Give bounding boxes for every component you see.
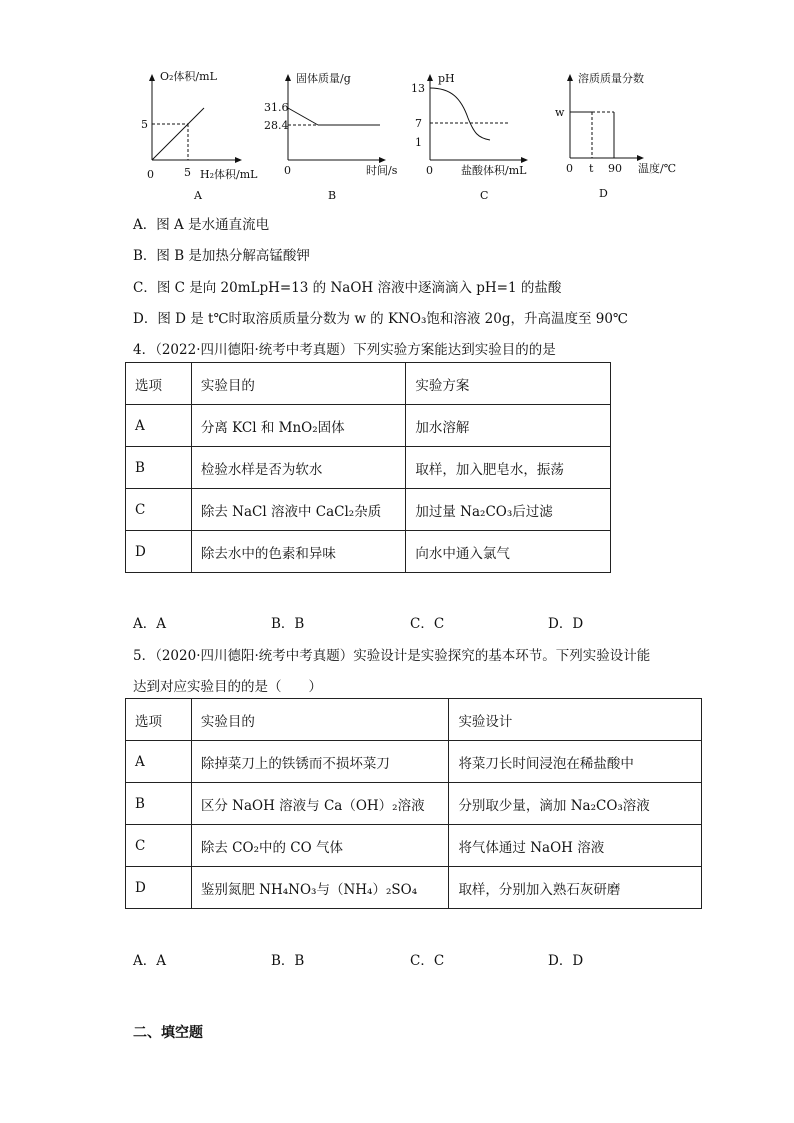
table-row [126,405,611,447]
table-header-cell: 实验目的 [191,699,449,741]
table-cell: 向水中通入氯气 [406,531,611,573]
table-cell: C [126,825,192,867]
graph-b-ylabel: 固体质量/g [296,72,351,85]
q3-option-c: C．图 C 是向 20mLpH=13 的 NaOH 溶液中逐滴滴入 pH=1 的盐酸 [133,280,562,296]
graph-c-ytick-7: 7 [415,117,422,130]
table-cell: 鉴别氮肥 NH₄NO₃与（NH₄）₂SO₄ [191,867,449,909]
graph-d-ylabel: 溶质质量分数 [578,72,644,85]
graph-c-xlabel: 盐酸体积/mL [461,164,527,177]
table-row [126,741,702,783]
graph-a-caption: A [194,189,202,202]
q3-option-b: B．图 B 是加热分解高锰酸钾 [133,248,310,264]
graph-a [130,68,270,203]
table-cell: D [126,531,192,573]
table-cell: B [126,783,192,825]
q4-choice-b[interactable]: B．B [271,616,305,632]
q4-choice-c[interactable]: C．C [410,616,445,632]
graph-b-origin: 0 [284,164,291,177]
table-cell: B [126,447,192,489]
graph-d-xlabel: 温度/℃ [638,162,677,175]
table-cell: A [126,405,192,447]
table-cell: 除去 NaCl 溶液中 CaCl₂杂质 [191,489,406,531]
q4-stem: 4．（2022·四川德阳·统考中考真题）下列实验方案能达到实验目的的是 [133,342,556,358]
graph-d-origin: 0 [566,162,573,175]
q4-choice-d[interactable]: D．D [548,616,584,632]
table-header-row [126,699,702,741]
q5-table [125,698,702,909]
graph-a-xlabel: H₂体积/mL [200,168,258,181]
graph-a-ytick: 5 [141,118,148,131]
section-title: 二、填空题 [133,1025,203,1041]
graph-c-ylabel: pH [438,72,455,85]
graph-b [262,68,412,203]
q5-stem-line1: 5．（2020·四川德阳·统考中考真题）实验设计是实验探究的基本环节。下列实验设计能 [133,648,651,664]
table-row [126,447,611,489]
table-row [126,825,702,867]
table-header-cell: 实验设计 [449,699,702,741]
q4-table [125,362,611,573]
table-cell: 加水溶解 [406,405,611,447]
table-cell: 分离 KCl 和 MnO₂固体 [191,405,406,447]
graph-c-ytick-1: 1 [415,136,422,149]
table-cell: 加过量 Na₂CO₃后过滤 [406,489,611,531]
table-header-cell: 选项 [126,363,192,405]
q5-choice-b[interactable]: B．B [271,953,305,969]
table-header-row [126,363,611,405]
table-cell: 除掉菜刀上的铁锈而不损坏菜刀 [191,741,449,783]
q3-option-a: A．图 A 是水通直流电 [133,217,270,233]
q3-option-d: D．图 D 是 t℃时取溶质质量分数为 w 的 KNO₃饱和溶液 20g，升高温度至 90℃ [133,311,629,327]
table-cell: 分别取少量，滴加 Na₂CO₃溶液 [449,783,702,825]
q5-choice-d[interactable]: D．D [548,953,584,969]
table-cell: A [126,741,192,783]
graph-c-ytick-13: 13 [411,82,425,95]
table-cell: D [126,867,192,909]
graph-a-ylabel: O₂体积/mL [160,70,217,83]
table-cell: 除去 CO₂中的 CO 气体 [191,825,449,867]
table-row [126,867,702,909]
q5-stem-line2: 达到对应实验目的的是（ ） [133,679,322,695]
table-cell: 将菜刀长时间浸泡在稀盐酸中 [449,741,702,783]
graph-a-origin: 0 [147,168,154,181]
graph-c [406,68,546,203]
q4-choice-a[interactable]: A．A [133,616,166,632]
table-cell: 取样，加入肥皂水，振荡 [406,447,611,489]
table-header-cell: 实验目的 [191,363,406,405]
table-header-cell: 实验方案 [406,363,611,405]
table-cell: 检验水样是否为软水 [191,447,406,489]
graph-d-ytick-w: w [555,106,565,119]
graph-b-ytick-low: 28.4 [264,119,289,132]
graph-b-xlabel: 时间/s [366,164,398,177]
graph-d-caption: D [599,187,608,200]
table-row [126,531,611,573]
table-row [126,783,702,825]
graph-a-xtick: 5 [184,166,191,179]
table-cell: C [126,489,192,531]
q5-choice-a[interactable]: A．A [133,953,166,969]
graph-d [548,68,688,203]
table-cell: 区分 NaOH 溶液与 Ca（OH）₂溶液 [191,783,449,825]
q5-choice-c[interactable]: C．C [410,953,445,969]
graph-c-origin: 0 [426,164,433,177]
graph-b-caption: B [328,189,337,202]
graph-b-ytick-high: 31.6 [264,101,289,114]
table-header-cell: 选项 [126,699,192,741]
graph-d-xtick-t: t [589,162,594,175]
table-cell: 除去水中的色素和异味 [191,531,406,573]
table-cell: 将气体通过 NaOH 溶液 [449,825,702,867]
graph-d-xtick-90: 90 [608,162,622,175]
table-cell: 取样，分别加入熟石灰研磨 [449,867,702,909]
graph-c-caption: C [480,189,489,202]
table-row [126,489,611,531]
